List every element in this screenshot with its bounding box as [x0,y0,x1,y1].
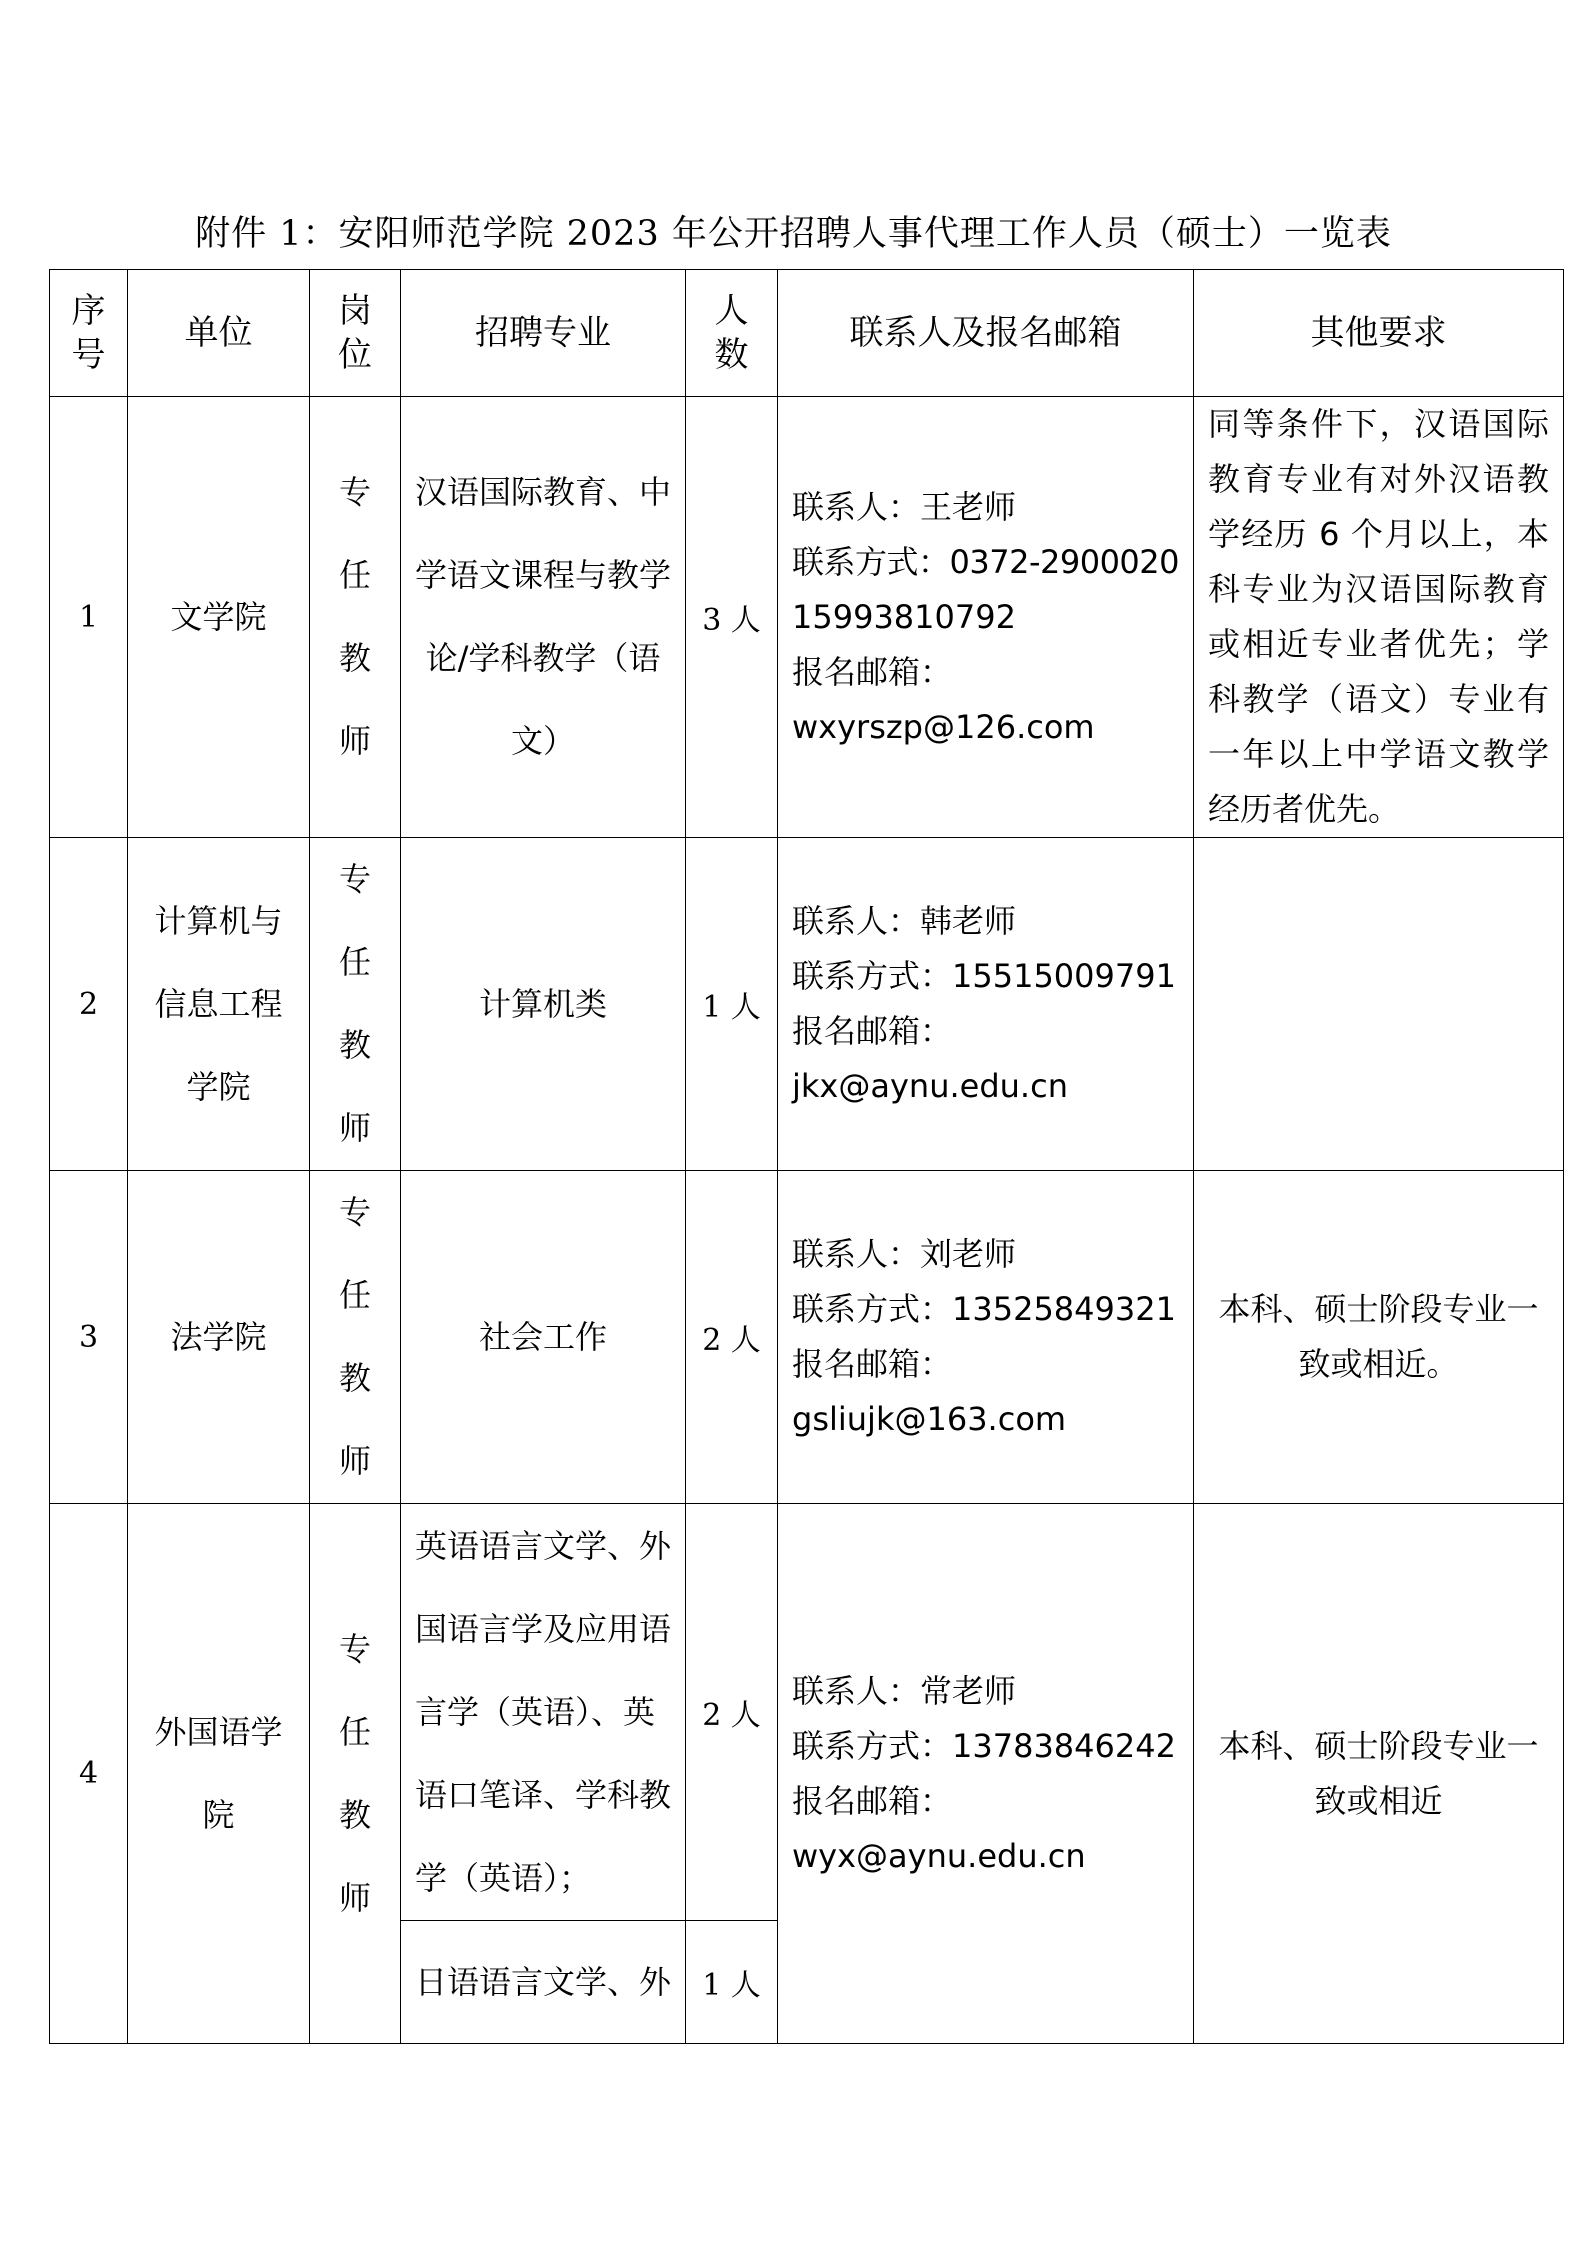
contact-line: 联系人：王老师 [792,487,1017,526]
contact-line: 联系方式：0372-2900020 [792,542,1180,581]
header-seq-line: 序 [71,291,106,331]
contact-line: 联系人：刘老师 [792,1235,1017,1273]
cell-unit: 外国语学院 [128,1504,310,2044]
post-char: 专 [338,1629,371,1668]
table-row [50,1171,1564,1504]
contact-line: 报名邮箱： [792,1345,953,1383]
cell-contact [778,838,1194,1171]
contact-line: 联系方式：15515009791 [792,957,1176,995]
post-char: 任 [338,943,371,981]
cell-major: 计算机类 [401,838,686,1171]
recruitment-table [49,269,1564,2044]
post-char: 师 [338,722,371,760]
post-char: 师 [338,1109,371,1147]
cell-major: 英语语言文学、外国语言学及应用语言学（英语）、英语口笔译、学科教学（英语）； [401,1504,686,1921]
cell-seq: 3 [50,1171,128,1504]
post-char: 任 [338,1276,371,1314]
cell-contact [778,1504,1194,2044]
page-title: 附件 1：安阳师范学院 2023 年公开招聘人事代理工作人员（硕士）一览表 [195,214,1392,254]
header-count-line: 人 [714,291,749,331]
cell-count: 1 人 [686,1921,778,2044]
cell-major: 日语语言文学、外 [401,1921,686,2044]
contact-line: 15993810792 [792,597,1016,636]
contact-email: gsliujk@163.com [792,1400,1067,1438]
header-contact: 联系人及报名邮箱 [778,270,1194,397]
header-post-line: 位 [338,335,372,375]
post-char: 师 [338,1442,371,1480]
contact-line: 联系人：韩老师 [792,902,1017,940]
cell-count: 3 人 [686,397,778,838]
contact-email: wyx@aynu.edu.cn [792,1836,1086,1875]
contact-line: 报名邮箱： [792,1012,953,1050]
header-major: 招聘专业 [401,270,686,397]
post-char: 专 [338,473,371,511]
cell-other: 本科、硕士阶段专业一致或相近 [1194,1504,1564,2044]
cell-unit: 文学院 [128,397,310,838]
post-char: 教 [338,1359,371,1397]
cell-other: 同等条件下，汉语国际教育专业有对外汉语教学经历 6 个月以上，本科专业为汉语国际教育或相近专业者优先；学科教学（语文）专业有一年以上中学语文教学经历者优先。 [1194,397,1564,838]
header-other: 其他要求 [1194,270,1564,397]
cell-count: 2 人 [686,1504,778,1921]
header-unit: 单位 [128,270,310,397]
table-row [50,397,1564,838]
contact-line: 报名邮箱： [792,652,953,691]
cell-major: 汉语国际教育、中学语文课程与教学论/学科教学（语文） [401,397,686,838]
post-char: 专 [338,860,371,898]
contact-line: 联系方式：13783846242 [792,1726,1176,1765]
table-row [50,838,1564,1171]
cell-post [310,1504,401,2044]
cell-seq: 1 [50,397,128,838]
contact-line: 报名邮箱： [792,1781,953,1820]
header-post-line: 岗 [338,291,372,331]
cell-post [310,397,401,838]
post-char: 师 [338,1878,371,1917]
cell-seq: 2 [50,838,128,1171]
cell-unit: 法学院 [128,1171,310,1504]
header-post [310,270,401,397]
cell-other: 本科、硕士阶段专业一致或相近。 [1194,1171,1564,1504]
contact-line: 联系人：常老师 [792,1671,1017,1710]
contact-line: 联系方式：13525849321 [792,1290,1176,1328]
cell-major: 社会工作 [401,1171,686,1504]
post-char: 教 [338,639,371,677]
header-count-line: 数 [714,335,749,375]
cell-count: 1 人 [686,838,778,1171]
cell-other [1194,838,1564,1171]
header-count [686,270,778,397]
post-char: 教 [338,1026,371,1064]
header-seq-line: 号 [71,335,106,375]
cell-contact [778,397,1194,838]
cell-post [310,1171,401,1504]
header-seq [50,270,128,397]
contact-email: jkx@aynu.edu.cn [792,1067,1068,1105]
cell-count: 2 人 [686,1171,778,1504]
post-char: 任 [338,556,371,594]
post-char: 专 [338,1193,371,1231]
post-char: 任 [338,1712,371,1751]
cell-seq: 4 [50,1504,128,2044]
contact-email: wxyrszp@126.com [792,707,1095,746]
cell-unit: 计算机与信息工程学院 [128,838,310,1171]
table-header-row [50,270,1564,397]
table-row [50,1504,1564,1921]
cell-contact [778,1171,1194,1504]
post-char: 教 [338,1795,371,1834]
cell-post [310,838,401,1171]
